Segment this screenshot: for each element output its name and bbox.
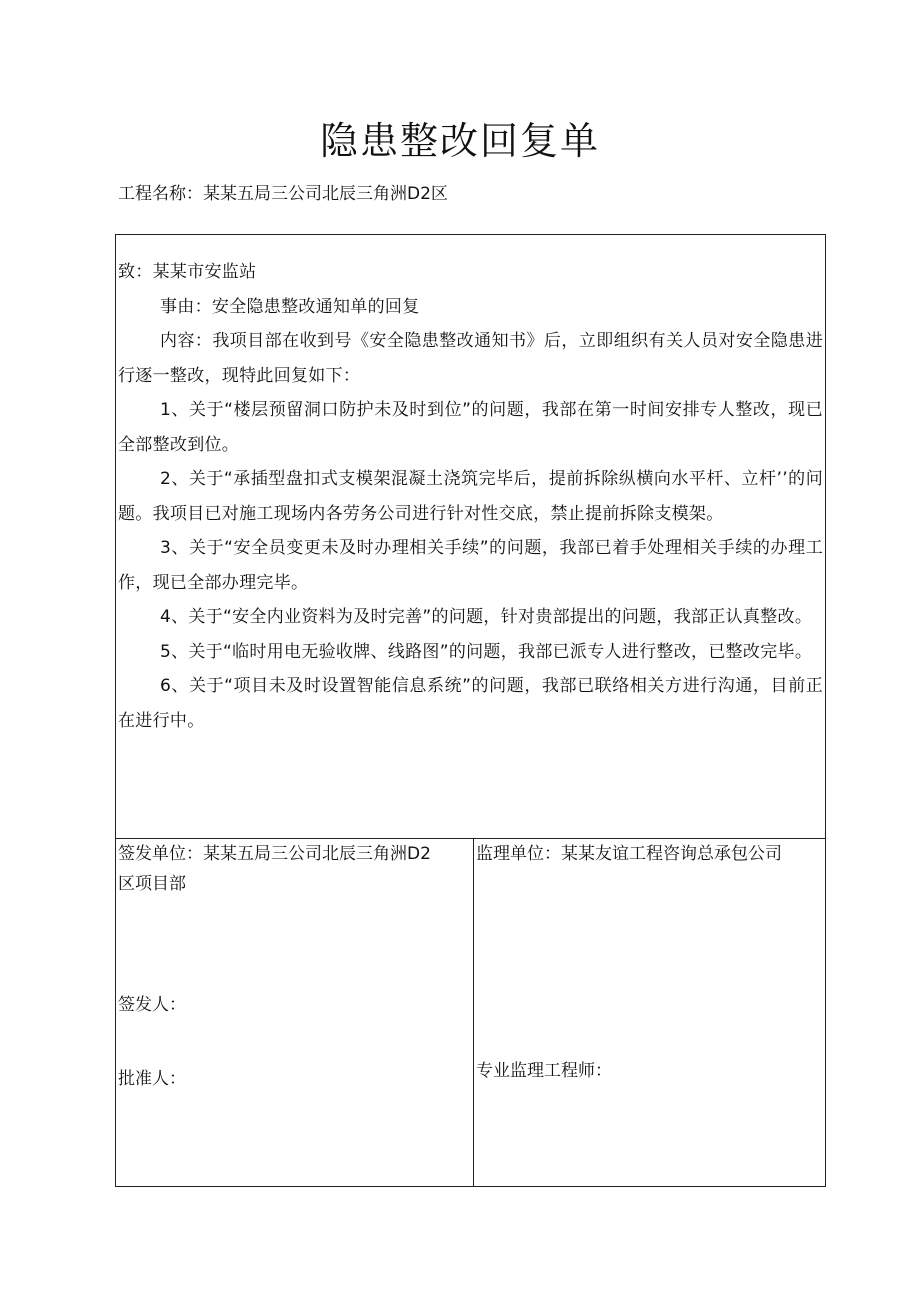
supervisor-engineer-label: 专业监理工程师： <box>476 1061 612 1081</box>
supervisor-cell <box>476 839 822 1185</box>
page-title: 隐患整改回复单 <box>319 119 600 163</box>
issuer-approver-label: 批准人： <box>118 1069 186 1089</box>
issuer-signer-label: 签发人： <box>118 995 186 1015</box>
rectification-item-1: 1、关于“楼层预留洞口防护未及时到位”的问题，我部在第一时间安排专人整改，现已全部整改到位。 <box>118 400 823 455</box>
recipient-line: 致：某某市安监站 <box>118 262 257 282</box>
subject-line: 事由：安全隐患整改通知单的回复 <box>160 296 420 317</box>
rectification-item-6: 6、关于“项目未及时设置智能信息系统”的问题，我部已联络相关方进行沟通，目前正在进行中。 <box>118 676 823 731</box>
rectification-item-3: 3、关于“安全员变更未及时办理相关手续”的问题，我部已着手处理相关手续的办理工作，现已全部办理完毕。 <box>118 538 823 593</box>
project-name-label: 工程名称： <box>118 184 203 204</box>
issuer-unit: 签发单位：某某五局三公司北辰三角洲D2区项目部 <box>118 844 431 894</box>
rectification-item-5: 5、关于“临时用电无验收牌、线路图”的问题，我部已派专人进行整改，已整改完毕。 <box>160 641 813 662</box>
project-name-line <box>118 180 448 208</box>
project-name-value: 某某五局三公司北辰三角洲D2区 <box>203 184 448 204</box>
reply-form-table <box>115 234 826 1187</box>
reply-content-cell <box>116 235 825 838</box>
issuer-cell <box>118 839 468 1185</box>
intro-paragraph: 内容：我项目部在收到号《安全隐患整改通知书》后，立即组织有关人员对安全隐患进行逐一整改，现特此回复如下： <box>118 331 823 386</box>
rectification-item-4: 4、关于“安全内业资料为及时完善”的问题，针对贵部提出的问题，我部正认真整改。 <box>160 607 813 627</box>
rectification-item-2: 2、关于“承插型盘扣式支模架混凝土浇筑完毕后，提前拆除纵横向水平杆、立杆’’的问题。我项目已对施工现场内各劳务公司进行针对性交底，禁止提前拆除支模架。 <box>118 469 823 524</box>
supervisor-unit: 监理单位：某某友谊工程咨询总承包公司 <box>476 844 782 864</box>
vertical-divider <box>473 838 474 1186</box>
